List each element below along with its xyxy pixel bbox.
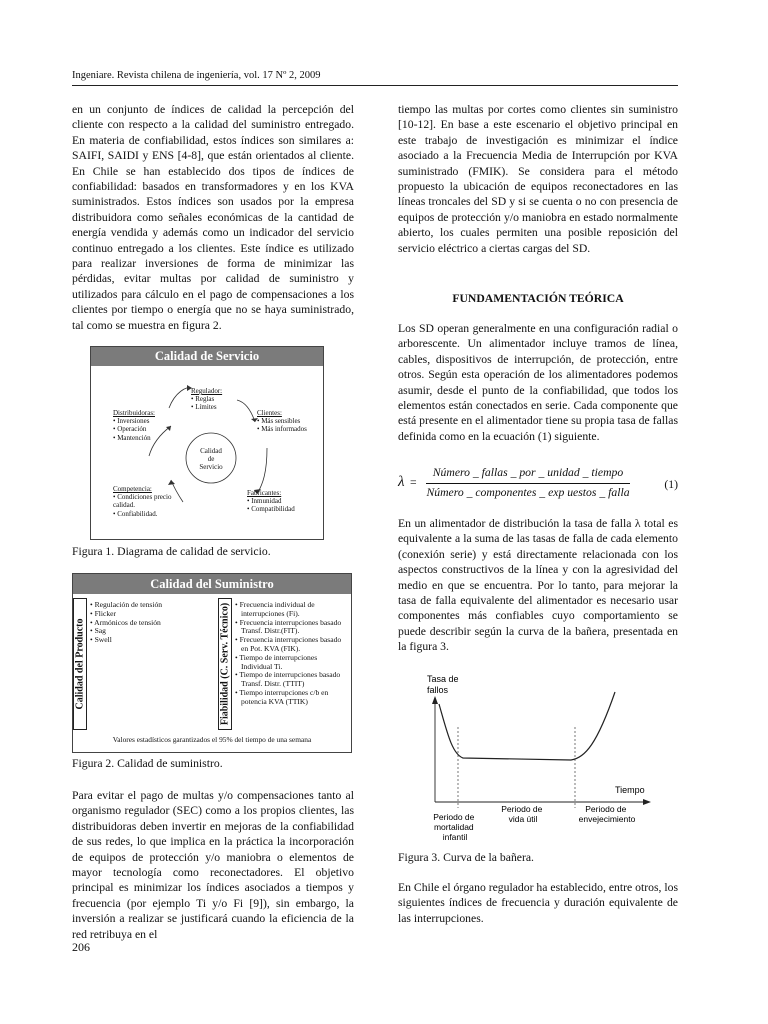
fiabilidad-list	[235, 601, 347, 707]
period-useful-life-label: Periodo de vida útil	[501, 804, 543, 824]
running-head: Ingeniare. Revista chilena de ingeniería, vol. 17 Nº 2, 2009	[72, 70, 321, 81]
period-infant-label: Periodo de mortalidad infantil	[433, 812, 475, 842]
header-rule	[72, 85, 678, 86]
regulador-title: Regulador:	[191, 387, 223, 395]
center-line: Calidad	[200, 447, 222, 455]
period-wearout-label: Periodo de envejecimiento	[578, 804, 636, 824]
right-paragraph-2: Los SD operan generalmente en una configuración radial o arborescente. Un alimentador incluye tramos de línea, cables, dispositivos de interrupción, de protección, entre otros. Según esta operación de los alimentadores podemos asumir, desde el punto de la confiabilidad, que todos los elementos están conectados en serie. Cada componente que está presente en el alimentador tiene su propia tasa de fallas definida como en la ecuación (1) siguiente.	[398, 322, 678, 443]
figure-2-caption: Figura 2. Calidad de suministro.	[72, 757, 223, 770]
competencia-item: • Condiciones precio calidad.	[113, 493, 172, 510]
distribuidoras-item: • Operación	[113, 425, 147, 434]
competencia-title: Competencia:	[113, 485, 152, 493]
list-item: • Tiempo de interrupciones Individual Ti.	[235, 654, 347, 672]
fabricantes-item: • Compatibilidad	[247, 505, 295, 514]
fiabilidad-label: Fiabilidad (C. Serv. Técnico)	[218, 598, 232, 730]
list-item: • Frecuencia interrupciones basado Transf. Distr.(FIT).	[235, 619, 347, 637]
x-axis-label: Tiempo	[615, 785, 645, 795]
fabricantes-box	[247, 489, 295, 514]
equation-lambda: λ	[398, 474, 405, 490]
y-axis-label-2: fallos	[427, 685, 449, 695]
distribuidoras-box	[113, 409, 155, 442]
x-axis-arrow	[643, 799, 651, 805]
distribuidoras-item: • Mantención	[113, 433, 151, 442]
right-paragraph-1: tiempo las multas por cortes como clientes sin suministro [10-12]. En base a este escenario el objetivo principal en este trabajo de investigación es minimizar el índice asociado a la Frecuencia Media de Interrupción por KVA suministrado (FMIK). Se considera para el método propuesto la ubicación de equipos reconectadores en las líneas troncales del SD y si se cuenta o no con presencia de equipos de protección y/o maniobra en estado normalmente abierto, los cuales permiten una posible reposición del servicio eléctrico a ciertas cargas del SD.	[398, 103, 678, 255]
figure-1	[90, 346, 324, 540]
distribuidoras-item: • Inversiones	[113, 417, 150, 426]
competencia-item: • Confiabilidad.	[113, 509, 158, 518]
figure-3-caption: Figura 3. Curva de la bañera.	[398, 851, 534, 864]
figure-2	[72, 573, 352, 753]
calidad-producto-label: Calidad del Producto	[73, 598, 87, 730]
fraction-bar	[426, 483, 630, 484]
equation-numerator: Número _ fallas _ por _ unidad _ tiempo	[432, 466, 624, 479]
left-paragraph-1: en un conjunto de índices de calidad la percepción del cliente con respecto a la calidad del suministro entregado. En materia de confiabilidad, estos índices son similares a: SAIFI, SAIDI y ENS [4-8], que están orientados al cliente. En Chile se han establecido dos tipos de índices de confiabilidad: basados en transformadores y en los KVA suministrados. Estos índices son usados por la empresa distribuidora como señales económicas de la cantidad de energía vendida y además como un indicador del servicio continuo entregado a los clientes. Este índice es utilizado para realizar inversiones de forma de minimizar las pérdidas, evitar multas por calidad de suministro y utilizados para cálculo en el pago de compensaciones a los clientes por tiempo o energía que no se haya suministrado, tal como se muestra en figura 2.	[72, 103, 354, 332]
bathtub-curve	[439, 692, 615, 760]
figure-2-title: Calidad del Suministro	[73, 574, 351, 594]
list-item: • Frecuencia interrupciones basado en Pot. KVA (FIK).	[235, 636, 347, 654]
competencia-box	[113, 485, 181, 518]
distribuidoras-title: Distribuidoras:	[113, 409, 155, 417]
list-item: • Armónicos de tensión	[90, 619, 210, 628]
left-paragraph-2: Para evitar el pago de multas y/o compensaciones tanto al organismo regulador (SEC) como a los propios clientes, las distribuidoras deben invertir en mejoras de la confiabilidad de sus redes, lo que implica en la práctica la incorporación de equipos de protección y/o maniobra o elementos de mayor tecnología como reconectadores. El objetivo principal es minimizar los índices asociados a tiempos y frecuencia (por ejemplo Ti y/o Fi [9]), sin embargo, la inversión a realizar se justificará cuando la eficiencia de la red retribuya en el	[72, 789, 354, 941]
right-paragraph-4: En Chile el órgano regulador ha establecido, entre otros, los siguientes índices de frecuencia y duración equivalente de las interrupciones.	[398, 881, 678, 925]
equation-1	[398, 464, 678, 504]
page-number: 206	[72, 940, 90, 954]
list-item: • Regulación de tensión	[90, 601, 210, 610]
regulador-box	[191, 387, 222, 412]
list-item: • Sag	[90, 627, 210, 636]
list-item: • Tiempo interrupciones c/b en potencia KVA (TTIK)	[235, 689, 347, 707]
calidad-producto-list	[90, 601, 210, 645]
center-line: de	[207, 455, 215, 464]
clientes-title: Clientes:	[257, 409, 282, 417]
fabricantes-title: Fabricantes:	[247, 489, 282, 497]
equation-denominator: Número _ componentes _ exp uestos _ falla	[426, 486, 630, 499]
right-paragraph-3: En un alimentador de distribución la tasa de falla λ total es equivalente a la suma de las tasas de falla de cada elemento (conexión serie) y está directamente relacionada con los aspectos constructivos de la línea y con la agresividad del medio en que se encuentra. Por lo tanto, para mejorar la tasa de falla equivalente del alimentador es necesario usar componentes más confiables cuyo comportamiento se puede describir según la curva de la bañera, presentada en la figura 3.	[398, 517, 678, 654]
equation-equals: =	[410, 476, 417, 489]
clientes-item: • Más sensibles	[257, 417, 301, 426]
clientes-box	[257, 409, 307, 434]
list-item: • Flicker	[90, 610, 210, 619]
regulador-item: • Límites	[191, 403, 217, 412]
list-item: • Swell	[90, 636, 210, 645]
y-axis-arrow	[432, 696, 438, 704]
fabricantes-item: • Inmunidad	[247, 497, 282, 506]
center-box	[188, 447, 234, 472]
figure-1-title: Calidad de Servicio	[91, 347, 323, 366]
figure-1-caption: Figura 1. Diagrama de calidad de servicio.	[72, 545, 271, 558]
center-line: Servicio	[199, 463, 223, 472]
figure-3-bathtub-curve	[425, 672, 655, 852]
regulador-item: • Reglas	[191, 395, 215, 404]
y-axis-label-1: Tasa de	[427, 674, 459, 684]
figure-2-footer: Valores estadísticos garantizados el 95% del tiempo de una semana	[112, 735, 312, 744]
section-heading: FUNDAMENTACIÓN TEÓRICA	[452, 292, 624, 305]
list-item: • Tiempo de interrupciones basado Transf. Distr. (TTIT)	[235, 671, 347, 689]
equation-number: (1)	[664, 478, 678, 491]
clientes-item: • Más informados	[257, 425, 307, 434]
list-item: • Frecuencia individual de interrupciones (Fi).	[235, 601, 347, 619]
